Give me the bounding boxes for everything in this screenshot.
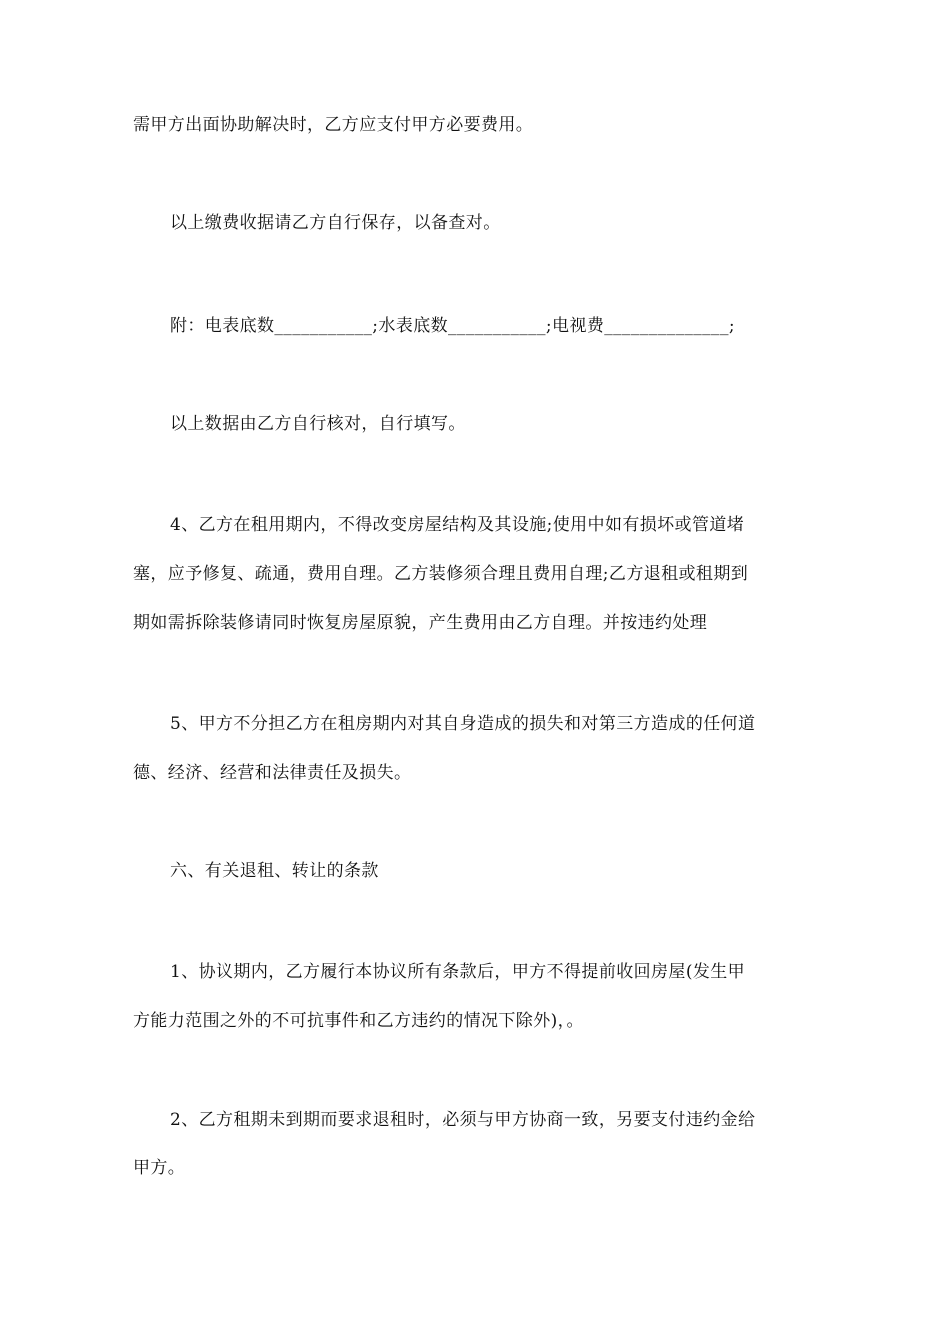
text-line: 德、经济、经营和法律责任及损失。 (133, 763, 412, 783)
text-line: 甲方。 (133, 1158, 186, 1178)
text-line: 2、乙方租期未到期而要求退租时，必须与甲方协商一致，另要支付违约金给 (170, 1110, 756, 1130)
section-heading: 六、有关退租、转让的条款 (170, 861, 379, 881)
text-line: 4、乙方在租用期内，不得改变房屋结构及其设施;使用中如有损坏或管道堵 (170, 515, 745, 535)
text-line: 5、甲方不分担乙方在租房期内对其自身造成的损失和对第三方造成的任何道 (170, 714, 756, 734)
text-line: 1、协议期内，乙方履行本协议所有条款后，甲方不得提前收回房屋(发生甲 (170, 962, 746, 982)
text-line: 塞，应予修复、疏通，费用自理。乙方装修须合理且费用自理;乙方退租或租期到 (133, 564, 749, 584)
text-line: 以上缴费收据请乙方自行保存，以备查对。 (170, 213, 501, 233)
text-line: 期如需拆除装修请同时恢复房屋原貌，产生费用由乙方自理。并按违约处理 (133, 613, 708, 633)
text-line: 以上数据由乙方自行核对，自行填写。 (170, 414, 466, 434)
text-line: 需甲方出面协助解决时，乙方应支付甲方必要费用。 (133, 115, 534, 135)
text-line: 附：电表底数___________;水表底数___________;电视费______________; (170, 316, 735, 336)
text-line: 方能力范围之外的不可抗事件和乙方违约的情况下除外)，。 (133, 1011, 584, 1031)
